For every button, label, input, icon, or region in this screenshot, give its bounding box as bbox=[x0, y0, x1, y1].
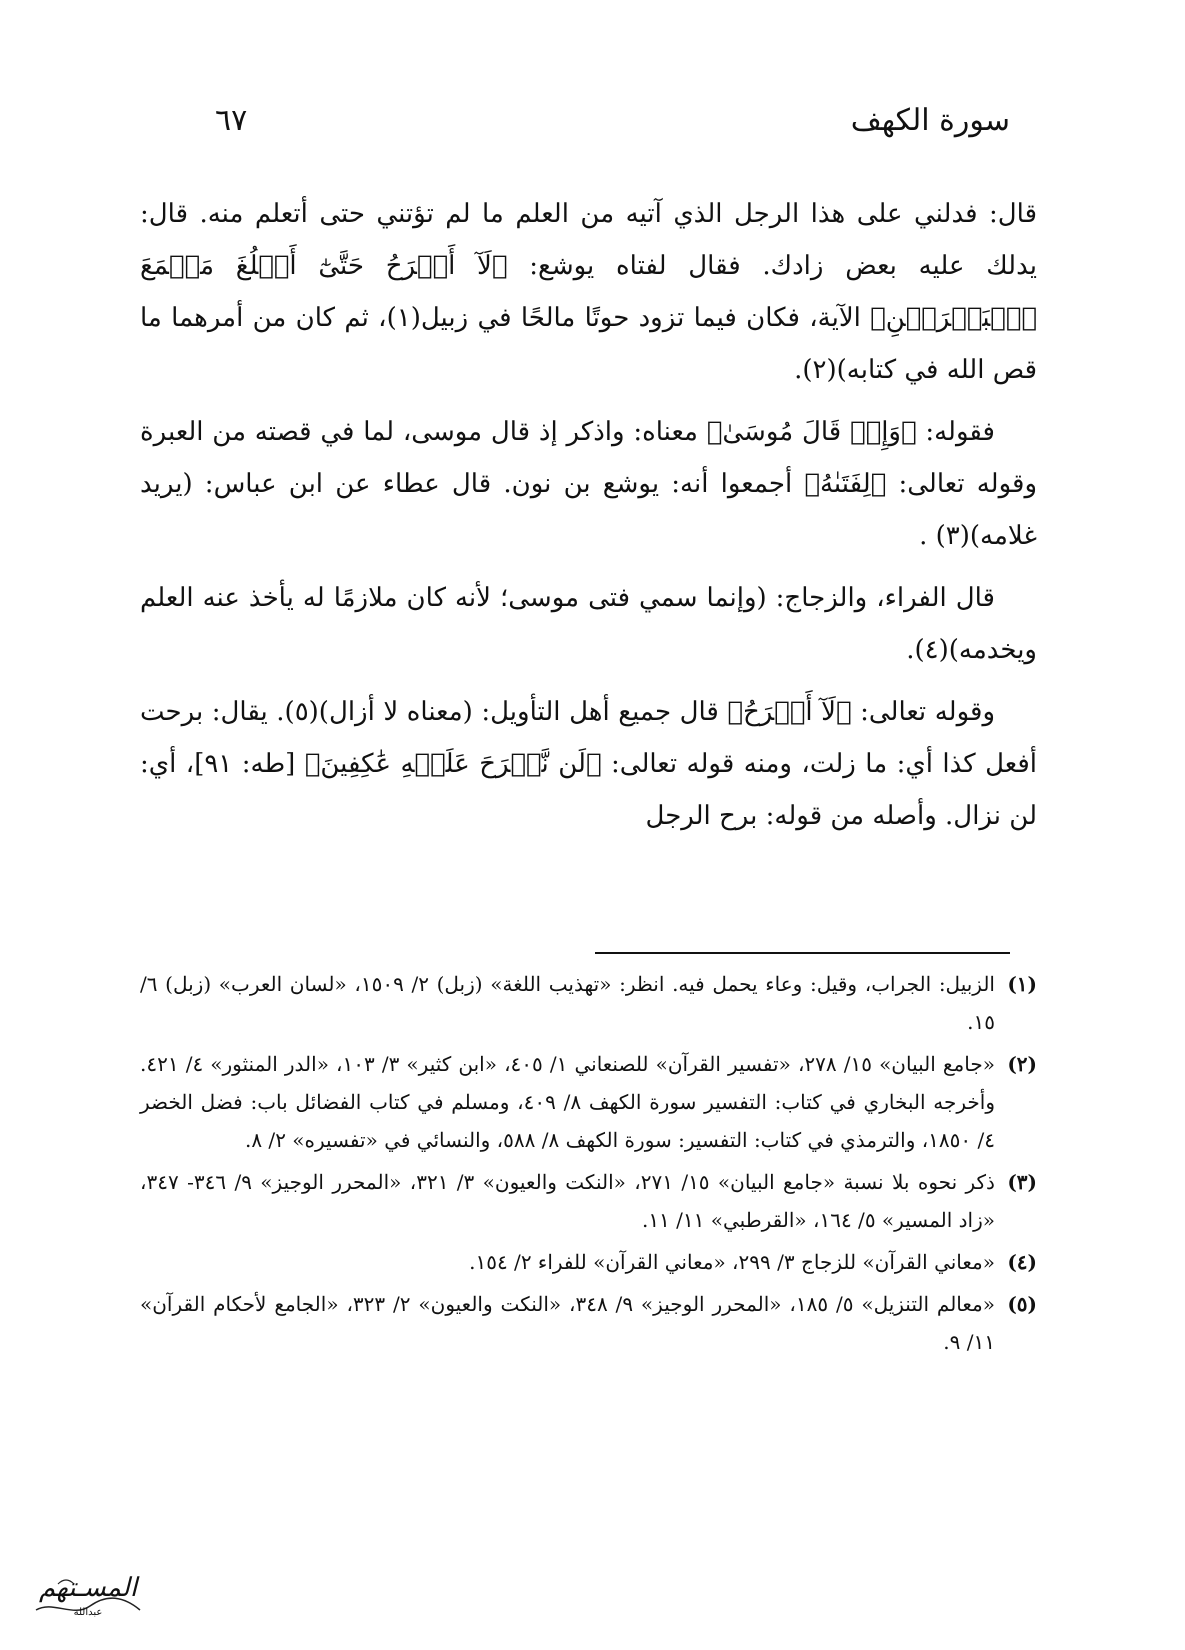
footnote bbox=[140, 965, 1037, 1041]
footnote-text: الزبيل: الجراب، وقيل: وعاء يحمل فيه. انظر: «تهذيب اللغة» (زبل) ٢/ ١٥٠٩، «لسان العرب» (زبل) ٦/ ١٥. bbox=[140, 972, 995, 1034]
footnote-text: «معاني القرآن» للزجاج ٣/ ٢٩٩، «معاني القرآن» للفراء ٢/ ١٥٤. bbox=[469, 1250, 995, 1274]
surah-name: سورة الكهف bbox=[850, 102, 1010, 138]
footnote-number: (٤) bbox=[1007, 1250, 1037, 1274]
paragraph: فقوله: ﴿وَإِذۡ قَالَ مُوسَىٰ﴾ معناه: واذكر إذ قال موسى، لما في قصته من العبرة وقوله تعالى: ﴿لِفَتَىٰهُ﴾ أجمعوا أنه: يوشع بن نون. قال عطاء عن ابن عباس: (يريد غلامه)(٣) . bbox=[140, 417, 1037, 551]
footnote bbox=[140, 1163, 1037, 1239]
footnote-number: (٢) bbox=[1007, 1052, 1037, 1076]
page-header bbox=[215, 95, 1010, 145]
paragraph: قال: فدلني على هذا الرجل الذي آتيه من العلم ما لم تؤتني حتى أتعلم منه. قال: يدلك عليه بعض زادك. فقال لفتاه يوشع: ﴿لَآ أَبۡرَحُ حَتَّىٰٓ أَبۡلُغَ مَجۡمَعَ ٱلۡبَحۡرَيۡنِ﴾ الآية، فكان فيما تزود حوتًا مالحًا في زبيل(١)، ثم كان من أمرهما ما قص الله في كتابه)(٢). bbox=[140, 199, 1037, 385]
paragraph: وقوله تعالى: ﴿لَآ أَبۡرَحُ﴾ قال جميع أهل التأويل: (معناه لا أزال)(٥). يقال: برحت أفعل كذا أي: ما زلت، ومنه قوله تعالى: ﴿لَن نَّبۡرَحَ عَلَيۡهِ عَٰكِفِينَ﴾ [طه: ٩١]، أي: لن نزال. وأصله من قوله: برح الرجل bbox=[140, 697, 1038, 831]
footnote bbox=[140, 1243, 1037, 1281]
footnote-text: «معالم التنزيل» ٥/ ١٨٥، «المحرر الوجيز» ٩/ ٣٤٨، «النكت والعيون» ٢/ ٣٢٣، «الجامع لأحكام القرآن» ١١/ ٩. bbox=[140, 1292, 995, 1354]
main-text bbox=[140, 188, 1037, 852]
footnote-text: ذكر نحوه بلا نسبة «جامع البيان» ١٥/ ٢٧١، «النكت والعيون» ٣/ ٣٢١، «المحرر الوجيز» ٩/ ٣٤٦- ٣٤٧، «زاد المسير» ٥/ ١٦٤، «القرطبي» ١١/ ١١. bbox=[140, 1170, 995, 1232]
footnote-number: (١) bbox=[1007, 972, 1037, 996]
footnote bbox=[140, 1045, 1037, 1159]
footnote-number: (٥) bbox=[1007, 1292, 1037, 1316]
footnote-number: (٣) bbox=[1007, 1170, 1037, 1194]
footnote-divider bbox=[595, 952, 1010, 954]
paragraph: قال الفراء، والزجاج: (وإنما سمي فتى موسى؛ لأنه كان ملازمًا له يأخذ عنه العلم ويخدمه)(٤). bbox=[140, 583, 1037, 665]
footnotes bbox=[140, 965, 1037, 1365]
logo-text: المسـتهم bbox=[38, 1573, 138, 1603]
calligraphy-logo-icon bbox=[28, 1570, 148, 1630]
footnote-text: «جامع البيان» ١٥/ ٢٧٨، «تفسير القرآن» للصنعاني ١/ ٤٠٥، «ابن كثير» ٣/ ١٠٣، «الدر المنثور» ٤/ ٤٢١. وأخرجه البخاري في كتاب: التفسير سورة الكهف ٨/ ٤٠٩، ومسلم في كتاب الفضائل باب: فضل الخضر ٤/ ١٨٥٠، والترمذي في كتاب: التفسير: سورة الكهف ٨/ ٥٨٨، والنسائي في «تفسيره» ٢/ ٨. bbox=[140, 1052, 995, 1152]
footnote bbox=[140, 1285, 1037, 1361]
page-number: ٦٧ bbox=[215, 102, 248, 138]
logo-subtitle: عبدالله bbox=[73, 1607, 103, 1618]
